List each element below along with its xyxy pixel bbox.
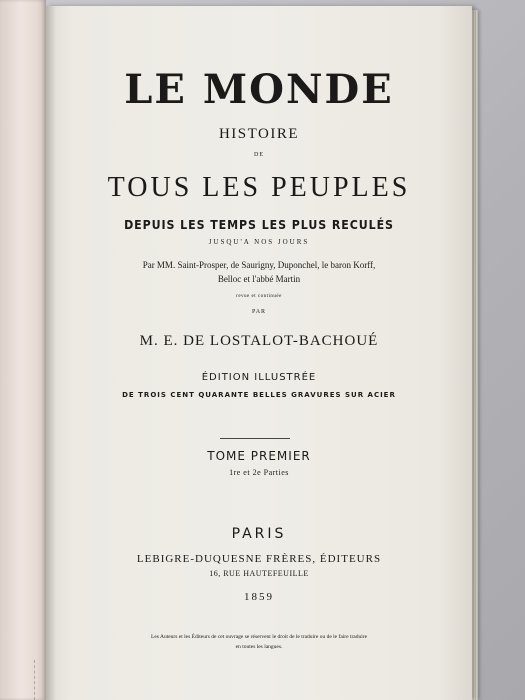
parts-label: 1re et 2e Parties xyxy=(229,468,289,477)
connector-word: DE xyxy=(254,152,264,158)
publisher: LEBIGRE-DUQUESNE FRÈRES, ÉDITEURS xyxy=(136,553,382,565)
rights-notice-line-1: Les Auteurs et les Éditeurs de cet ouvrage se réservent le droit de le traduire ou de le faire traduire xyxy=(150,634,368,640)
editor-name: M. E. DE LOSTALOT-BACHOUÉ xyxy=(139,333,379,349)
engravings-line: DE TROIS CENT QUARANTE BELLES GRAVURES SUR ACIER xyxy=(122,391,396,399)
publication-year: 1859 xyxy=(244,591,274,603)
until-line: JUSQU'A NOS JOURS xyxy=(208,238,310,246)
tagline: DEPUIS LES TEMPS LES PLUS RECULÉS xyxy=(124,218,394,232)
authors-line-1: Par MM. Saint-Prosper, de Saurigny, Duponchel, le baron Korff, xyxy=(142,260,376,270)
publisher-address: 16, RUE HAUTEFEUILLE xyxy=(209,569,309,578)
divider-rule xyxy=(220,438,290,439)
volume-label: TOME PREMIER xyxy=(207,449,311,463)
main-title: TOUS LES PEUPLES xyxy=(107,172,411,203)
edition-line: ÉDITION ILLUSTRÉE xyxy=(201,372,317,383)
revised-line: revue et continuée xyxy=(236,294,282,299)
book-subtitle: HISTOIRE xyxy=(218,126,300,142)
book-title: LE MONDE xyxy=(124,66,394,113)
margin-mark xyxy=(34,660,43,700)
authors-line-2: Belloc et l'abbé Martin xyxy=(217,274,301,284)
book-cover-edge xyxy=(0,0,46,700)
by-line: PAR xyxy=(251,309,267,315)
city: PARIS xyxy=(231,526,287,542)
rights-notice-line-2: en toutes les langues. xyxy=(235,644,283,650)
